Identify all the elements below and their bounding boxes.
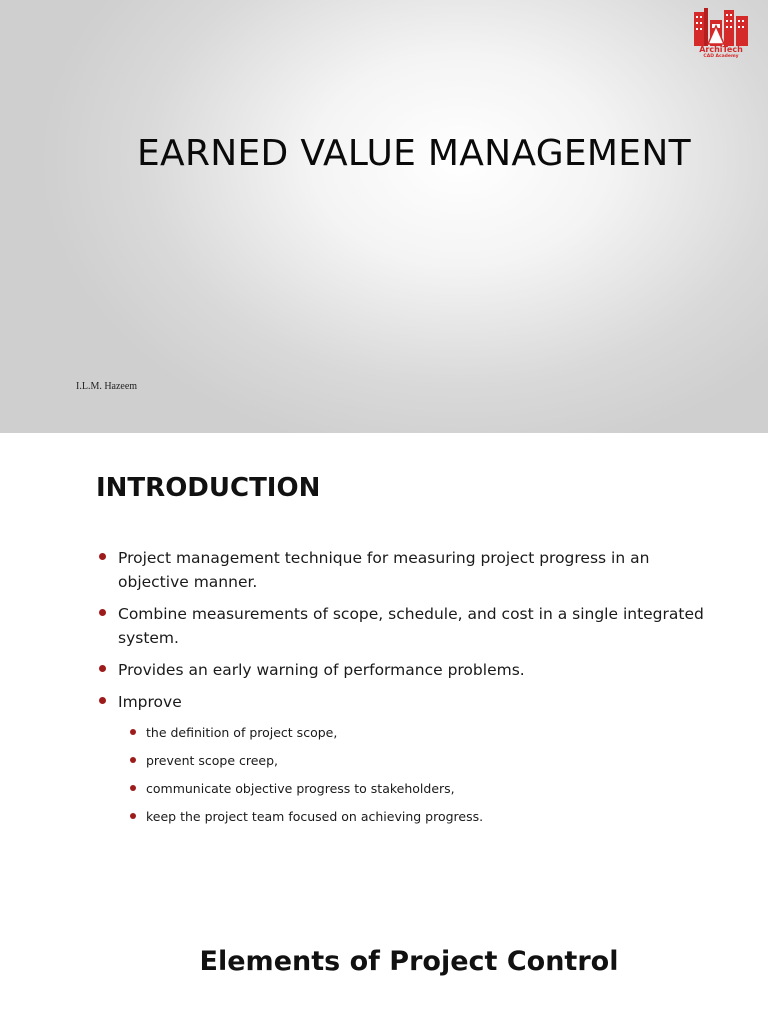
- logo-tagline-text: CAD Academy: [703, 54, 739, 58]
- introduction-slide: [0, 433, 768, 888]
- sub-bullet-item: keep the project team focused on achieving progress.: [118, 803, 718, 831]
- bullet-item: Combine measurements of scope, schedule, and cost in a single integrated system.: [98, 602, 718, 650]
- bullet-list: [98, 546, 718, 839]
- bullet-item: Provides an early warning of performance problems.: [98, 658, 718, 682]
- elements-slide: [0, 888, 768, 1024]
- slide-title: Elements of Project Control: [199, 946, 619, 977]
- slide-heading: INTRODUCTION: [96, 473, 321, 503]
- bullet-item-improve: [98, 690, 718, 831]
- bullet-item: Project management technique for measuring project progress in an objective manner.: [98, 546, 718, 594]
- sub-bullet-item: communicate objective progress to stakeholders,: [118, 775, 718, 803]
- architech-logo: [692, 6, 750, 58]
- sub-bullet-item: prevent scope creep,: [118, 747, 718, 775]
- sub-bullet-list: [118, 719, 718, 831]
- logo-brand-text: ArchiTech: [699, 45, 743, 54]
- title-slide: [0, 0, 768, 433]
- bullet-text: Improve: [118, 693, 182, 711]
- author-name: I.L.M. Hazeem: [76, 381, 138, 392]
- sub-bullet-item: the definition of project scope,: [118, 719, 718, 747]
- presentation-title: EARNED VALUE MANAGEMENT: [137, 133, 691, 174]
- building-logo-icon: [692, 6, 750, 58]
